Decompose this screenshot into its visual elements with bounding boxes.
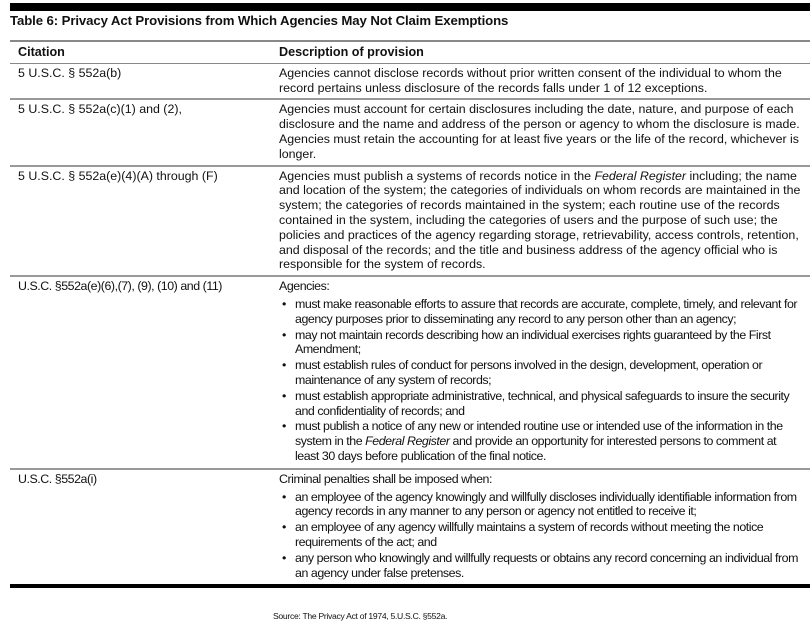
source-note: Source: The Privacy Act of 1974, 5.U.S.C. §552a. bbox=[273, 611, 448, 621]
citation-cell: 5 U.S.C. § 552a(c)(1) and (2), bbox=[18, 102, 182, 117]
table-title: Table 6: Privacy Act Provisions from Which Agencies May Not Claim Exemptions bbox=[10, 13, 509, 28]
description-intro: Criminal penalties shall be imposed when: bbox=[279, 471, 492, 486]
bullet-icon: • bbox=[282, 358, 286, 373]
description-cell: Agencies must account for certain disclosures including the date, nature, and purpose of each disclosure and the name and address of the person or agency to whom the disclosure is made. Agencies must retain the accounting for at least five years or the life of the record, whichever is longer. bbox=[279, 102, 800, 161]
list-item: • must establish rules of conduct for persons involved in the design, development, operation or maintenance of any system of records; bbox=[282, 358, 763, 387]
table-row bbox=[10, 166, 810, 277]
table-row bbox=[10, 276, 810, 469]
top-rule bbox=[10, 3, 810, 11]
description-cell bbox=[271, 469, 810, 587]
list-item: • must publish a notice of any new or intended routine use or intended use of the information in the system in the Federal Register and provide an opportunity for interested persons to comment at least 30 days before publication of the final notice. bbox=[282, 419, 783, 463]
federal-register-italic: Federal Register bbox=[594, 168, 687, 183]
header-description: Description of provision bbox=[279, 45, 424, 59]
bullet-icon: • bbox=[282, 327, 286, 342]
provisions-table bbox=[10, 40, 810, 588]
description-text: including; the name and location of the system; the categories of individuals on whom records are maintained in the system; the categories of records maintained in the system; each routine use of the records contained in the system, including the categories of users and the purpose of such use; the policies and practices of the agency regarding storage, retrievability, access controls, retention, and disposal of the records; and the title and business address of the agency official who is responsible for the system of records. bbox=[279, 168, 801, 272]
table-row bbox=[10, 469, 810, 587]
description-cell: Agencies cannot disclose records without prior written consent of the individual to whom the record pertains unless disclosure of the records falls under 1 of 12 exceptions. bbox=[279, 65, 782, 95]
bullet-list bbox=[279, 490, 802, 581]
federal-register-italic: Federal Register bbox=[365, 434, 450, 449]
description-cell bbox=[271, 276, 810, 469]
table-row bbox=[10, 63, 810, 99]
list-item: • an employee of any agency willfully maintains a system of records without meeting the notice requirements of the act; and bbox=[282, 520, 764, 549]
table-header-row bbox=[10, 41, 810, 63]
bullet-icon: • bbox=[282, 419, 286, 434]
table-row bbox=[10, 99, 810, 165]
citation-cell: U.S.C. §552a(i) bbox=[18, 471, 97, 486]
bullet-icon: • bbox=[282, 520, 286, 535]
description-cell bbox=[271, 166, 810, 277]
bullet-icon: • bbox=[282, 550, 286, 565]
list-item: • must establish appropriate administrative, technical, and physical safeguards to insure the security and confidentiality of records; and bbox=[282, 388, 790, 418]
list-item: • an employee of the agency knowingly and willfully discloses individually identifiable information from agency records in any manner to any person or agency not entitled to receive it; bbox=[282, 489, 797, 519]
citation-cell: 5 U.S.C. § 552a(e)(4)(A) through (F) bbox=[18, 168, 218, 183]
description-text: Agencies must publish a systems of records notice in the bbox=[279, 168, 595, 183]
list-item: • any person who knowingly and willfully requests or obtains any record concerning an individual from an agency under false pretenses. bbox=[282, 550, 798, 580]
bullet-icon: • bbox=[282, 388, 286, 403]
citation-cell: 5 U.S.C. § 552a(b) bbox=[18, 65, 122, 80]
header-citation: Citation bbox=[18, 45, 65, 59]
bullet-icon: • bbox=[282, 296, 286, 311]
bullet-icon: • bbox=[282, 489, 286, 504]
description-intro: Agencies: bbox=[279, 279, 330, 294]
list-item: • must make reasonable efforts to assure that records are accurate, complete, timely, and relevant for agency purposes prior to disseminating any record to any person other than an agency; bbox=[282, 296, 798, 326]
bullet-list bbox=[279, 297, 802, 464]
list-item: • may not maintain records describing how an individual exercises rights guaranteed by the First Amendment; bbox=[282, 327, 771, 357]
citation-cell: U.S.C. §552a(e)(6),(7), (9), (10) and (11) bbox=[18, 279, 222, 294]
